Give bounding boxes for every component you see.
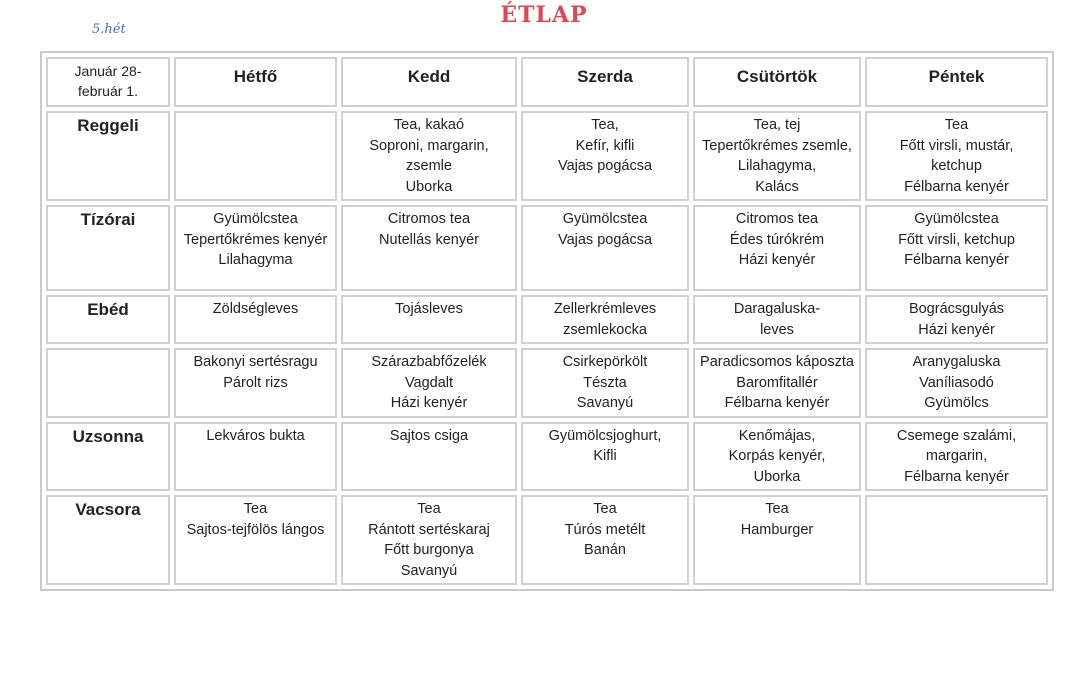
menu-cell: [521, 422, 689, 492]
menu-cell: [521, 348, 689, 418]
menu-item-line: Uborka: [753, 468, 801, 485]
menu-item-line: Lilahagyma,: [737, 158, 817, 174]
menu-item-line: Tojásleves: [395, 301, 463, 317]
meal-label: [46, 348, 170, 418]
menu-item-line: Házi kenyér: [738, 252, 816, 268]
page-title: ÉTLAP: [500, 2, 588, 28]
day-header-monday: Hétfő: [174, 57, 337, 107]
menu-cell: [693, 422, 861, 492]
menu-item-line: Édes túrókrém: [729, 231, 825, 248]
menu-item-line: Gyümölcstea: [914, 211, 999, 227]
menu-item-line: Bográcsgulyás: [908, 301, 1005, 317]
menu-item-line: leves: [760, 321, 794, 338]
menu-item-line: Tea: [593, 501, 617, 517]
menu-cell: [865, 111, 1048, 201]
menu-item-line: Zöldségleves: [212, 301, 299, 317]
menu-item-line: Párolt rizs: [223, 374, 288, 391]
menu-cell: [693, 495, 861, 585]
menu-cell: [693, 205, 861, 291]
menu-item-line: Házi kenyér: [390, 395, 468, 411]
menu-item-line: Vagdalt: [404, 374, 454, 391]
menu-cell: [693, 348, 861, 418]
menu-item-line: Bakonyi sertésragu: [193, 354, 318, 370]
menu-item-line: Túrós metélt: [564, 521, 646, 538]
menu-cell: [341, 422, 517, 492]
menu-item-line: Lekváros bukta: [206, 427, 305, 444]
menu-item-line: Félbarna kenyér: [904, 252, 1009, 268]
meal-row: [46, 495, 1048, 585]
menu-cell: [341, 295, 517, 344]
menu-cell: [865, 295, 1048, 344]
day-header-thursday: Csütörtök: [693, 57, 861, 107]
meal-row: [46, 422, 1048, 492]
menu-item-line: Aranygaluska: [912, 354, 1001, 370]
day-header-wednesday: Szerda: [521, 57, 689, 107]
menu-cell: [174, 495, 337, 585]
menu-item-line: margarin,: [925, 448, 988, 464]
menu-item-line: Uborka: [405, 178, 453, 195]
menu-item-line: Paradicsomos káposzta: [700, 354, 854, 370]
menu-cell: [174, 422, 337, 492]
menu-item-line: Csemege szalámi,: [896, 427, 1017, 444]
menu-item-line: Félbarna kenyér: [904, 468, 1009, 485]
meal-row: [46, 295, 1048, 344]
menu-item-line: Félbarna kenyér: [724, 395, 830, 411]
date-range-line: február 1.: [78, 83, 138, 99]
menu-item-line: Lilahagyma: [218, 252, 293, 268]
day-header-tuesday: Kedd: [341, 57, 517, 107]
menu-item-line: Házi kenyér: [918, 321, 995, 338]
menu-item-line: Vajas pogácsa: [557, 158, 653, 174]
menu-item-line: Daragaluska-: [733, 301, 821, 317]
menu-item-line: Hamburger: [740, 521, 814, 538]
handwritten-week-note: 5.hét: [92, 22, 126, 37]
menu-item-line: Tea: [417, 501, 441, 517]
menu-cell: [693, 111, 861, 201]
menu-item-line: Savanyú: [400, 562, 458, 579]
menu-item-line: Baromfitallér: [736, 374, 818, 391]
menu-cell: [521, 111, 689, 201]
menu-item-line: Gyümölcstea: [213, 211, 298, 227]
menu-item-line: Főtt virsli, mustár,: [899, 137, 1014, 154]
menu-item-line: Főtt virsli, ketchup: [898, 231, 1015, 248]
menu-item-line: zsemle: [406, 158, 452, 174]
menu-item-line: Főtt burgonya: [384, 542, 474, 558]
menu-item-line: Soproni, margarin,: [369, 137, 489, 154]
menu-item-line: Vaníliasodó: [919, 374, 994, 391]
menu-cell: [341, 111, 517, 201]
menu-item-line: Csirkepörkölt: [562, 354, 648, 370]
menu-item-line: Savanyú: [576, 395, 634, 411]
day-header-friday: Péntek: [865, 57, 1048, 107]
menu-cell: [693, 295, 861, 344]
meal-row: [46, 348, 1048, 418]
menu-item-line: Tea, tej: [753, 117, 801, 133]
menu-cell: [865, 205, 1048, 291]
menu-cell: [521, 495, 689, 585]
menu-item-line: Tészta: [583, 374, 627, 391]
menu-item-line: Kefír, kifli: [575, 137, 635, 154]
menu-item-line: Tepertőkrémes kenyér: [183, 231, 328, 248]
menu-item-line: Zellerkrémleves: [553, 301, 657, 317]
menu-item-line: Citromos tea: [735, 211, 819, 227]
menu-cell: [174, 295, 337, 344]
meal-label: Vacsora: [46, 495, 170, 585]
menu-cell: [865, 348, 1048, 418]
menu-cell: [865, 422, 1048, 492]
menu-cell: [174, 348, 337, 418]
menu-item-line: ketchup: [931, 158, 982, 174]
menu-item-line: Citromos tea: [387, 211, 471, 227]
menu-item-line: Gyümölcs: [924, 395, 989, 411]
menu-item-line: Kenőmájas,: [738, 427, 816, 444]
menu-item-line: Tea, kakaó: [393, 117, 465, 133]
menu-cell: [521, 295, 689, 344]
menu-item-line: Sajtos-tejfölös lángos: [186, 521, 325, 538]
date-range-cell: [46, 57, 170, 107]
menu-item-line: Vajas pogácsa: [557, 231, 653, 248]
menu-item-line: Félbarna kenyér: [904, 178, 1009, 195]
menu-item-line: Tepertőkrémes zsemle,: [702, 137, 852, 154]
date-range-line: Január 28-: [74, 63, 142, 79]
menu-cell: [521, 205, 689, 291]
menu-cell: [174, 205, 337, 291]
menu-item-line: Szárazbabfőzelék: [371, 354, 487, 370]
menu-item-line: Nutellás kenyér: [379, 231, 479, 248]
meal-row: [46, 111, 1048, 201]
weekly-menu-table: [40, 51, 1054, 591]
menu-item-line: Kalács: [755, 178, 799, 195]
menu-cell: [865, 495, 1048, 585]
menu-cell: [341, 495, 517, 585]
menu-item-line: Kifli: [593, 448, 617, 464]
menu-item-line: Tea,: [591, 117, 619, 133]
meal-label: Uzsonna: [46, 422, 170, 492]
menu-item-line: Sajtos csiga: [389, 427, 469, 444]
menu-item-line: Tea: [765, 501, 789, 517]
header-row: [46, 57, 1048, 107]
meal-label: Tízórai: [46, 205, 170, 291]
menu-item-line: Tea: [944, 117, 969, 133]
meal-label: Ebéd: [46, 295, 170, 344]
menu-cell: [341, 205, 517, 291]
menu-item-line: Tea: [243, 501, 268, 517]
menu-cell: [341, 348, 517, 418]
menu-item-line: Gyümölcstea: [562, 211, 648, 227]
meal-label: Reggeli: [46, 111, 170, 201]
menu-item-line: zsemlekocka: [563, 321, 647, 338]
menu-item-line: Korpás kenyér,: [728, 448, 826, 464]
menu-item-line: Rántott sertéskaraj: [368, 521, 490, 538]
menu-item-line: Gyümölcsjoghurt,: [548, 427, 662, 444]
menu-item-line: Banán: [584, 542, 626, 558]
menu-cell: [174, 111, 337, 201]
meal-row: [46, 205, 1048, 291]
